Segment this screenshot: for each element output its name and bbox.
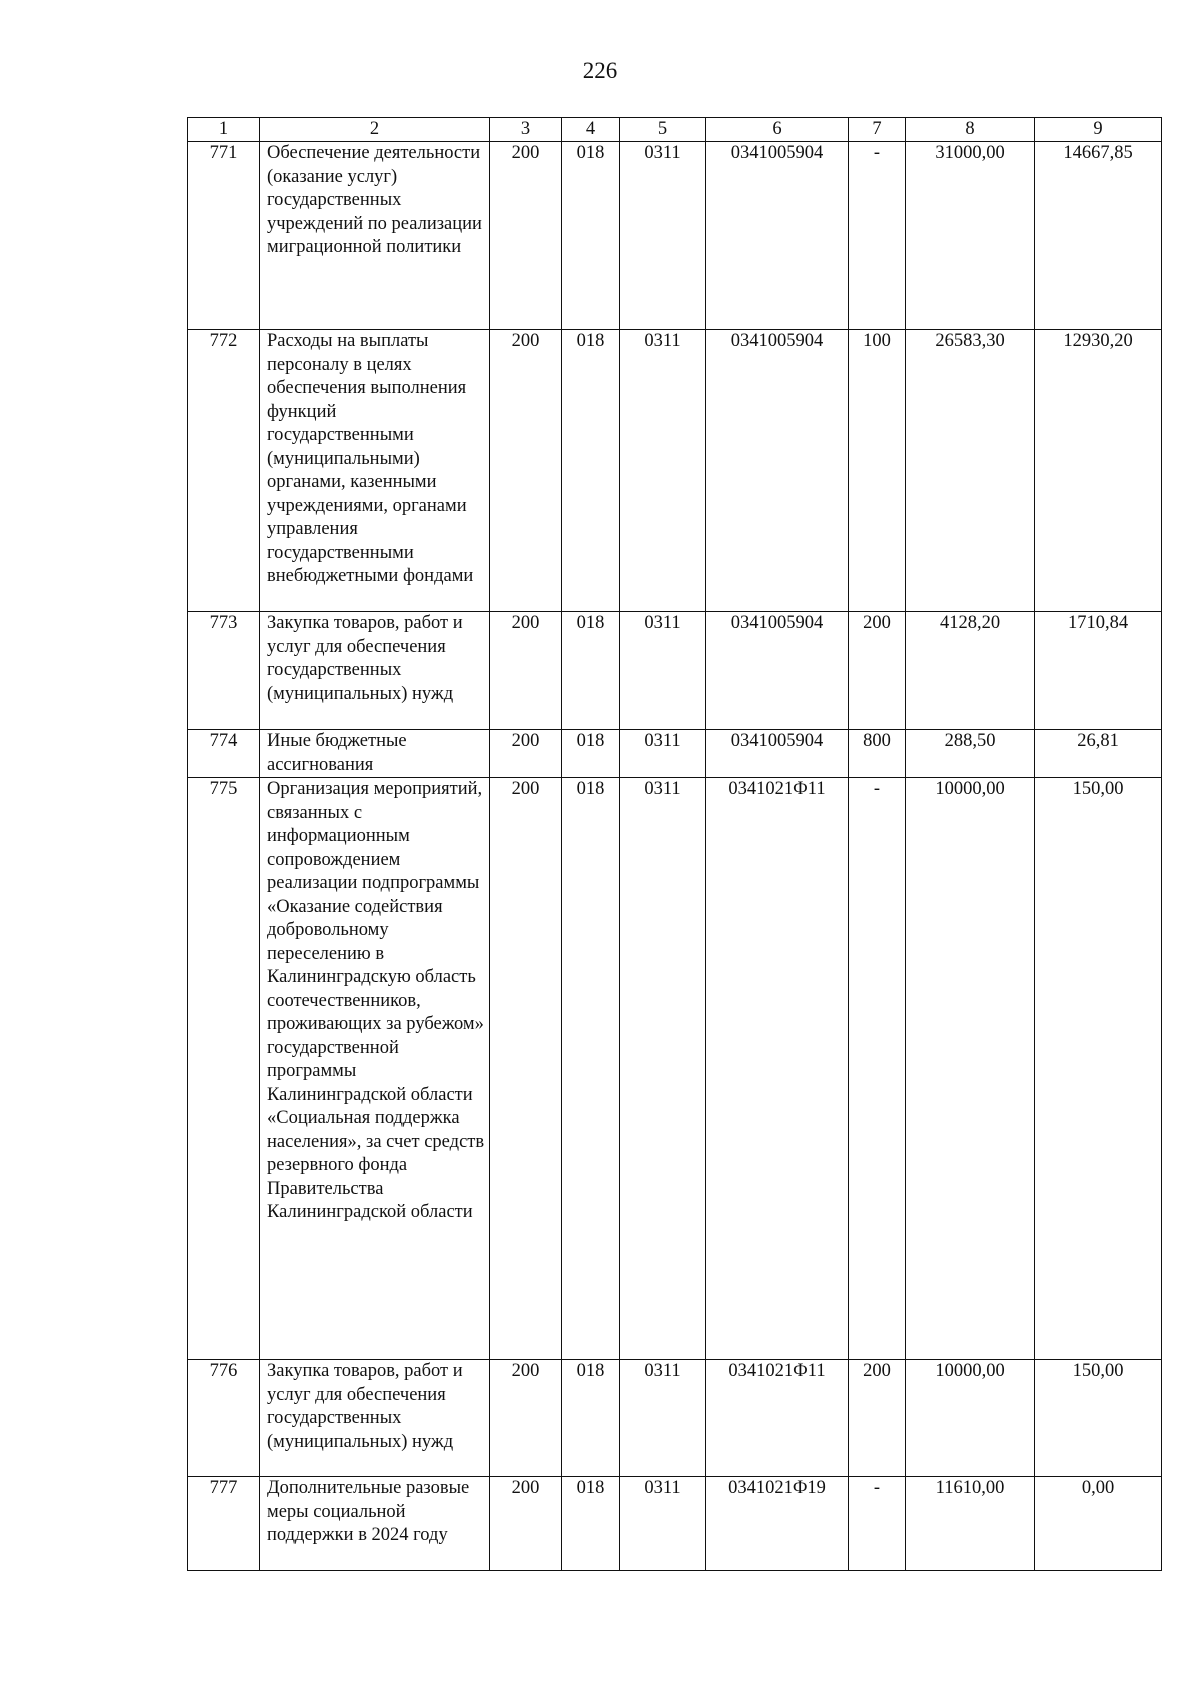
row-col9: 26,81 [1035, 730, 1162, 778]
row-col9: 1710,84 [1035, 612, 1162, 730]
row-col7: - [849, 778, 906, 1360]
row-number: 776 [188, 1360, 260, 1477]
row-col7: 100 [849, 330, 906, 612]
row-col4: 018 [562, 1477, 620, 1571]
row-col6: 0341005904 [706, 142, 849, 330]
row-col7: 200 [849, 612, 906, 730]
row-col7: 200 [849, 1360, 906, 1477]
row-description: Иные бюджетные ассигнования [260, 730, 490, 778]
row-col8: 31000,00 [906, 142, 1035, 330]
row-col4: 018 [562, 1360, 620, 1477]
table-row [188, 730, 1162, 778]
header-cell-1: 1 [188, 118, 260, 142]
row-col3: 200 [490, 142, 562, 330]
row-number: 774 [188, 730, 260, 778]
row-description: Закупка товаров, работ и услуг для обеспечения государственных (муниципальных) нужд [260, 612, 490, 730]
row-col4: 018 [562, 330, 620, 612]
row-col5: 0311 [620, 612, 706, 730]
row-col7: - [849, 1477, 906, 1571]
row-col6: 0341021Ф11 [706, 1360, 849, 1477]
row-description: Обеспечение деятельности (оказание услуг) государственных учреждений по реализации миграционной политики [260, 142, 490, 330]
row-number: 775 [188, 778, 260, 1360]
row-col6: 0341021Ф19 [706, 1477, 849, 1571]
row-description: Закупка товаров, работ и услуг для обеспечения государственных (муниципальных) нужд [260, 1360, 490, 1477]
row-col9: 0,00 [1035, 1477, 1162, 1571]
budget-table [187, 117, 1162, 1571]
page-number: 226 [582, 58, 618, 83]
table-row [188, 778, 1162, 1360]
table-row [188, 1360, 1162, 1477]
row-col3: 200 [490, 778, 562, 1360]
table-row [188, 330, 1162, 612]
row-col9: 12930,20 [1035, 330, 1162, 612]
row-col9: 14667,85 [1035, 142, 1162, 330]
row-number: 773 [188, 612, 260, 730]
header-cell-9: 9 [1035, 118, 1162, 142]
row-col3: 200 [490, 330, 562, 612]
row-col6: 0341005904 [706, 330, 849, 612]
row-col5: 0311 [620, 778, 706, 1360]
row-col3: 200 [490, 1360, 562, 1477]
row-col9: 150,00 [1035, 1360, 1162, 1477]
row-col5: 0311 [620, 730, 706, 778]
row-number: 777 [188, 1477, 260, 1571]
header-cell-7: 7 [849, 118, 906, 142]
header-cell-2: 2 [260, 118, 490, 142]
row-col9: 150,00 [1035, 778, 1162, 1360]
row-col3: 200 [490, 730, 562, 778]
row-col5: 0311 [620, 142, 706, 330]
table-header-row [188, 118, 1162, 142]
row-col6: 0341005904 [706, 730, 849, 778]
table-row [188, 142, 1162, 330]
row-col3: 200 [490, 612, 562, 730]
row-col4: 018 [562, 730, 620, 778]
row-col4: 018 [562, 612, 620, 730]
row-description: Расходы на выплаты персоналу в целях обеспечения выполнения функций государственными (муниципальными) органами, казенными учреждениями, органами управления государственными внебюджетными фондами [260, 330, 490, 612]
row-col8: 26583,30 [906, 330, 1035, 612]
header-cell-4: 4 [562, 118, 620, 142]
header-cell-8: 8 [906, 118, 1035, 142]
header-cell-5: 5 [620, 118, 706, 142]
row-description: Дополнительные разовые меры социальной поддержки в 2024 году [260, 1477, 490, 1571]
row-number: 772 [188, 330, 260, 612]
table-row [188, 612, 1162, 730]
row-col8: 10000,00 [906, 1360, 1035, 1477]
row-col5: 0311 [620, 330, 706, 612]
row-number: 771 [188, 142, 260, 330]
row-col6: 0341021Ф11 [706, 778, 849, 1360]
row-col3: 200 [490, 1477, 562, 1571]
row-col5: 0311 [620, 1477, 706, 1571]
row-col4: 018 [562, 142, 620, 330]
header-cell-6: 6 [706, 118, 849, 142]
row-col8: 288,50 [906, 730, 1035, 778]
row-col6: 0341005904 [706, 612, 849, 730]
row-description: Организация мероприятий, связанных с информационным сопровождением реализации подпрограммы «Оказание содействия добровольному переселению в Калининградскую область соотечественников, проживающих за рубежом» государственной программы Калининградской области «Социальная поддержка населения», за счет средств резервного фонда Правительства Калининградской области [260, 778, 490, 1360]
row-col8: 10000,00 [906, 778, 1035, 1360]
row-col7: 800 [849, 730, 906, 778]
row-col4: 018 [562, 778, 620, 1360]
header-cell-3: 3 [490, 118, 562, 142]
row-col8: 4128,20 [906, 612, 1035, 730]
table-row [188, 1477, 1162, 1571]
row-col7: - [849, 142, 906, 330]
row-col8: 11610,00 [906, 1477, 1035, 1571]
row-col5: 0311 [620, 1360, 706, 1477]
